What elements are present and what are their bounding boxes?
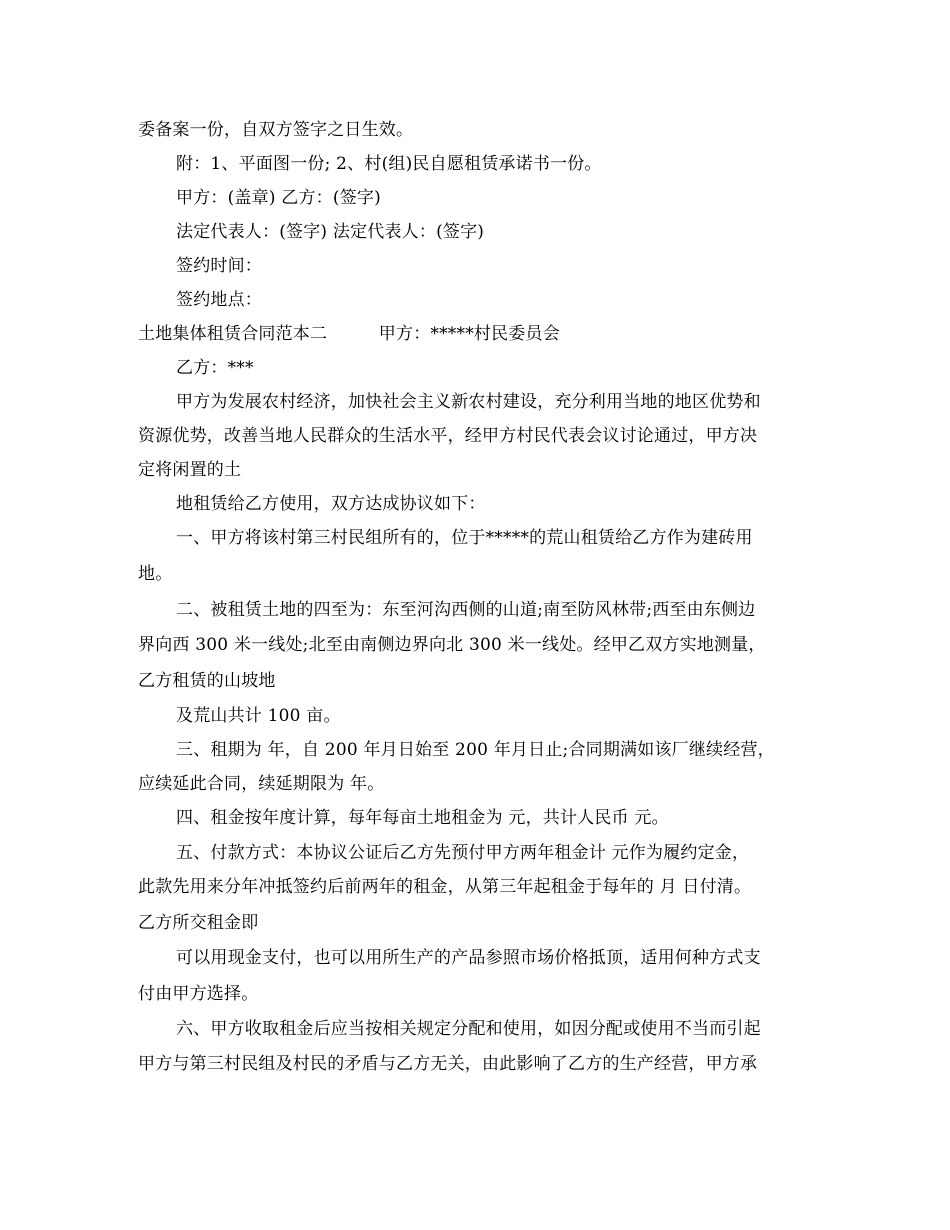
text-line: 地。 — [138, 564, 173, 584]
text-line: 二、被租赁土地的四至为：东至河沟西侧的山道;南至防风林带;西至由东侧边 — [176, 600, 756, 620]
text-line: 地租赁给乙方使用，双方达成协议如下： — [176, 494, 486, 514]
text-line: 六、甲方收取租金后应当按相关规定分配和使用，如因分配或使用不当而引起 — [176, 1019, 761, 1039]
text-line: 甲方：(盖章) 乙方：(签字) — [176, 188, 381, 208]
text-line: 附：1、平面图一份; 2、村(组)民自愿租赁承诺书一份。 — [176, 154, 602, 174]
text-line: 定将闲置的土 — [138, 460, 242, 480]
text-line: 委备案一份，自双方签字之日生效。 — [138, 120, 414, 140]
text-line: 资源优势，改善当地人民群众的生活水平，经甲方村民代表会议讨论通过，甲方决 — [138, 426, 758, 446]
text-line: 乙方租赁的山坡地 — [138, 671, 276, 691]
text-line: 法定代表人：(签字) 法定代表人：(签字) — [176, 222, 485, 242]
text-line: 甲方与第三村民组及村民的矛盾与乙方无关，由此影响了乙方的生产经营，甲方承 — [138, 1054, 758, 1074]
text-line: 应续延此合同，续延期限为 年。 — [138, 774, 385, 794]
text-line: 签约地点： — [176, 290, 262, 310]
text-line: 一、甲方将该村第三村民组所有的，位于*****的荒山租赁给乙方作为建砖用 — [176, 528, 753, 548]
text-line: 乙方所交租金即 — [138, 913, 259, 933]
text-line: 界向西 300 米一线处;北至由南侧边界向北 300 米一线处。经甲乙双方实地测量， — [138, 635, 766, 655]
text-line: 此款先用来分年冲抵签约后前两年的租金，从第三年起租金于每年的 月 日付清。 — [138, 877, 752, 897]
text-line: 四、租金按年度计算，每年每亩土地租金为 元，共计人民币 元。 — [176, 808, 669, 828]
text-line: 三、租期为 年，自 200 年月日始至 200 年月日止;合同期满如该厂继续经营， — [176, 740, 775, 760]
text-line: 五、付款方式：本协议公证后乙方先预付甲方两年租金计 元作为履约定金， — [176, 843, 750, 863]
text-line: 甲方为发展农村经济，加快社会主义新农村建设，充分利用当地的地区优势和 — [176, 392, 761, 412]
text-line: 签约时间： — [176, 256, 262, 276]
text-line: 及荒山共计 100 亩。 — [176, 706, 341, 726]
section-heading: 土地集体租赁合同范本二 甲方：*****村民委员会 — [138, 324, 560, 344]
text-line: 付由甲方选择。 — [138, 984, 259, 1004]
text-line: 乙方：*** — [176, 358, 254, 378]
text-line: 可以用现金支付，也可以用所生产的产品参照市场价格抵顶，适用何种方式支 — [176, 948, 761, 968]
